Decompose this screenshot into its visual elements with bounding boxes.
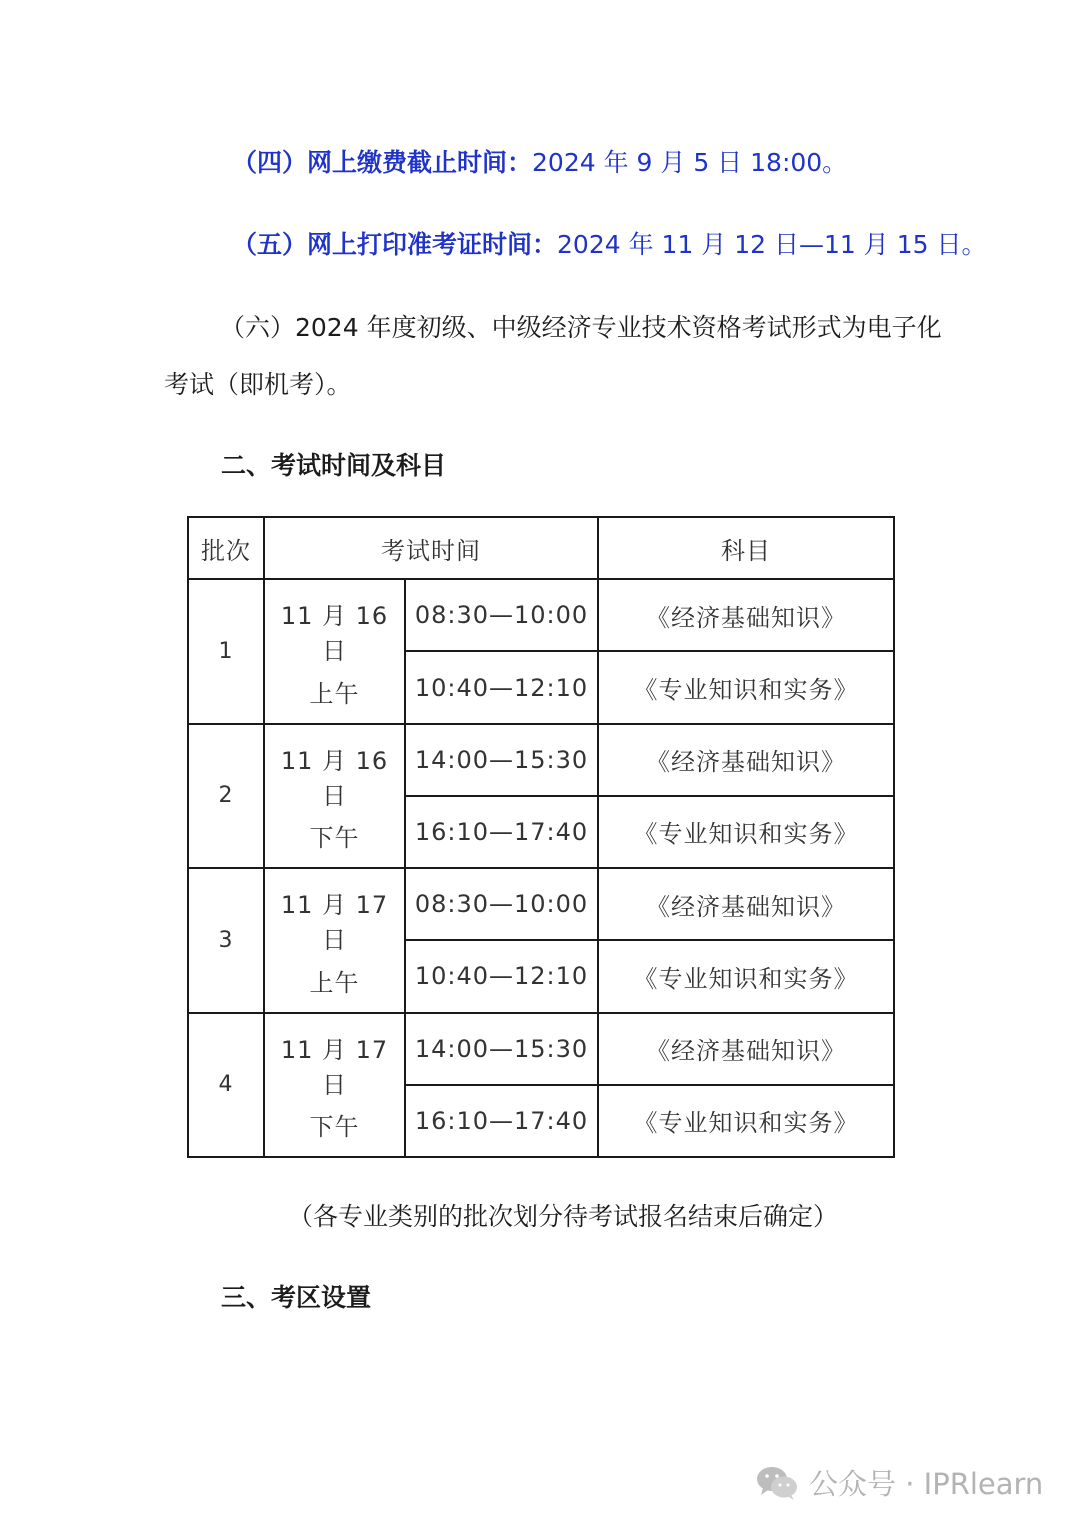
- subject-cell: 《经济基础知识》: [598, 724, 894, 796]
- paragraph-value: 2024 年 11 月 12 日—11 月 15 日。: [557, 230, 987, 259]
- date-cell: [264, 724, 405, 868]
- header-exam-time: 考试时间: [264, 517, 598, 579]
- subject-cell: 《经济基础知识》: [598, 1013, 894, 1085]
- table-row: [188, 724, 894, 796]
- time-cell: 08:30—10:00: [405, 868, 598, 940]
- watermark: [755, 1462, 1043, 1503]
- exam-date: 11 月 16 日: [280, 746, 389, 810]
- paragraph-label: （五）网上打印准考证时间：: [232, 230, 558, 259]
- time-cell: 10:40—12:10: [405, 651, 598, 723]
- subject-cell: 《经济基础知识》: [598, 579, 894, 651]
- header-batch: 批次: [188, 517, 264, 579]
- batch-cell: 3: [188, 868, 264, 1012]
- exam-half-day: 上午: [309, 679, 360, 708]
- exam-half-day: 下午: [309, 1113, 360, 1141]
- table-row: [188, 868, 894, 940]
- paragraph-exam-format-line2: 考试（即机考）。: [164, 370, 352, 399]
- batch-cell: 2: [188, 724, 264, 868]
- paragraph-label: （四）网上缴费截止时间：: [232, 148, 533, 177]
- section-heading-exam-areas: 三、考区设置: [221, 1283, 372, 1312]
- subject-cell: 《专业知识和实务》: [598, 1085, 894, 1157]
- section-heading-schedule: 二、考试时间及科目: [221, 451, 447, 480]
- table-row: [188, 579, 894, 651]
- time-cell: 16:10—17:40: [405, 796, 598, 868]
- table-note: （各专业类别的批次划分待考试报名结束后确定）: [288, 1202, 839, 1231]
- date-cell: [264, 868, 405, 1012]
- exam-half-day: 下午: [309, 824, 360, 853]
- header-subject: 科目: [598, 517, 894, 579]
- subject-cell: 《经济基础知识》: [598, 868, 894, 940]
- paragraph-exam-format-line1: （六）2024 年度初级、中级经济专业技术资格考试形式为电子化: [220, 313, 942, 342]
- subject-cell: 《专业知识和实务》: [598, 940, 894, 1012]
- date-cell: [264, 579, 405, 723]
- date-cell: [264, 1013, 405, 1158]
- table-row: [188, 1013, 894, 1085]
- time-cell: 08:30—10:00: [405, 579, 598, 651]
- time-cell: 14:00—15:30: [405, 1013, 598, 1085]
- batch-cell: 1: [188, 579, 264, 723]
- exam-schedule-table: [187, 516, 895, 1158]
- exam-date: 11 月 16 日: [280, 602, 389, 666]
- batch-cell: 4: [188, 1013, 264, 1158]
- time-cell: 14:00—15:30: [405, 724, 598, 796]
- time-cell: 16:10—17:40: [405, 1085, 598, 1157]
- exam-date: 11 月 17 日: [280, 1035, 389, 1099]
- paragraph-payment-deadline: [232, 143, 847, 179]
- exam-date: 11 月 17 日: [280, 891, 389, 955]
- exam-half-day: 上午: [309, 968, 360, 997]
- table-header-row: [188, 517, 894, 579]
- watermark-text: 公众号 · IPRlearn: [809, 1467, 1044, 1501]
- paragraph-admission-ticket: [232, 225, 986, 261]
- subject-cell: 《专业知识和实务》: [598, 796, 894, 868]
- paragraph-value: 2024 年 9 月 5 日 18:00。: [532, 148, 848, 177]
- time-cell: 10:40—12:10: [405, 940, 598, 1012]
- wechat-icon: [755, 1465, 799, 1501]
- subject-cell: 《专业知识和实务》: [598, 651, 894, 723]
